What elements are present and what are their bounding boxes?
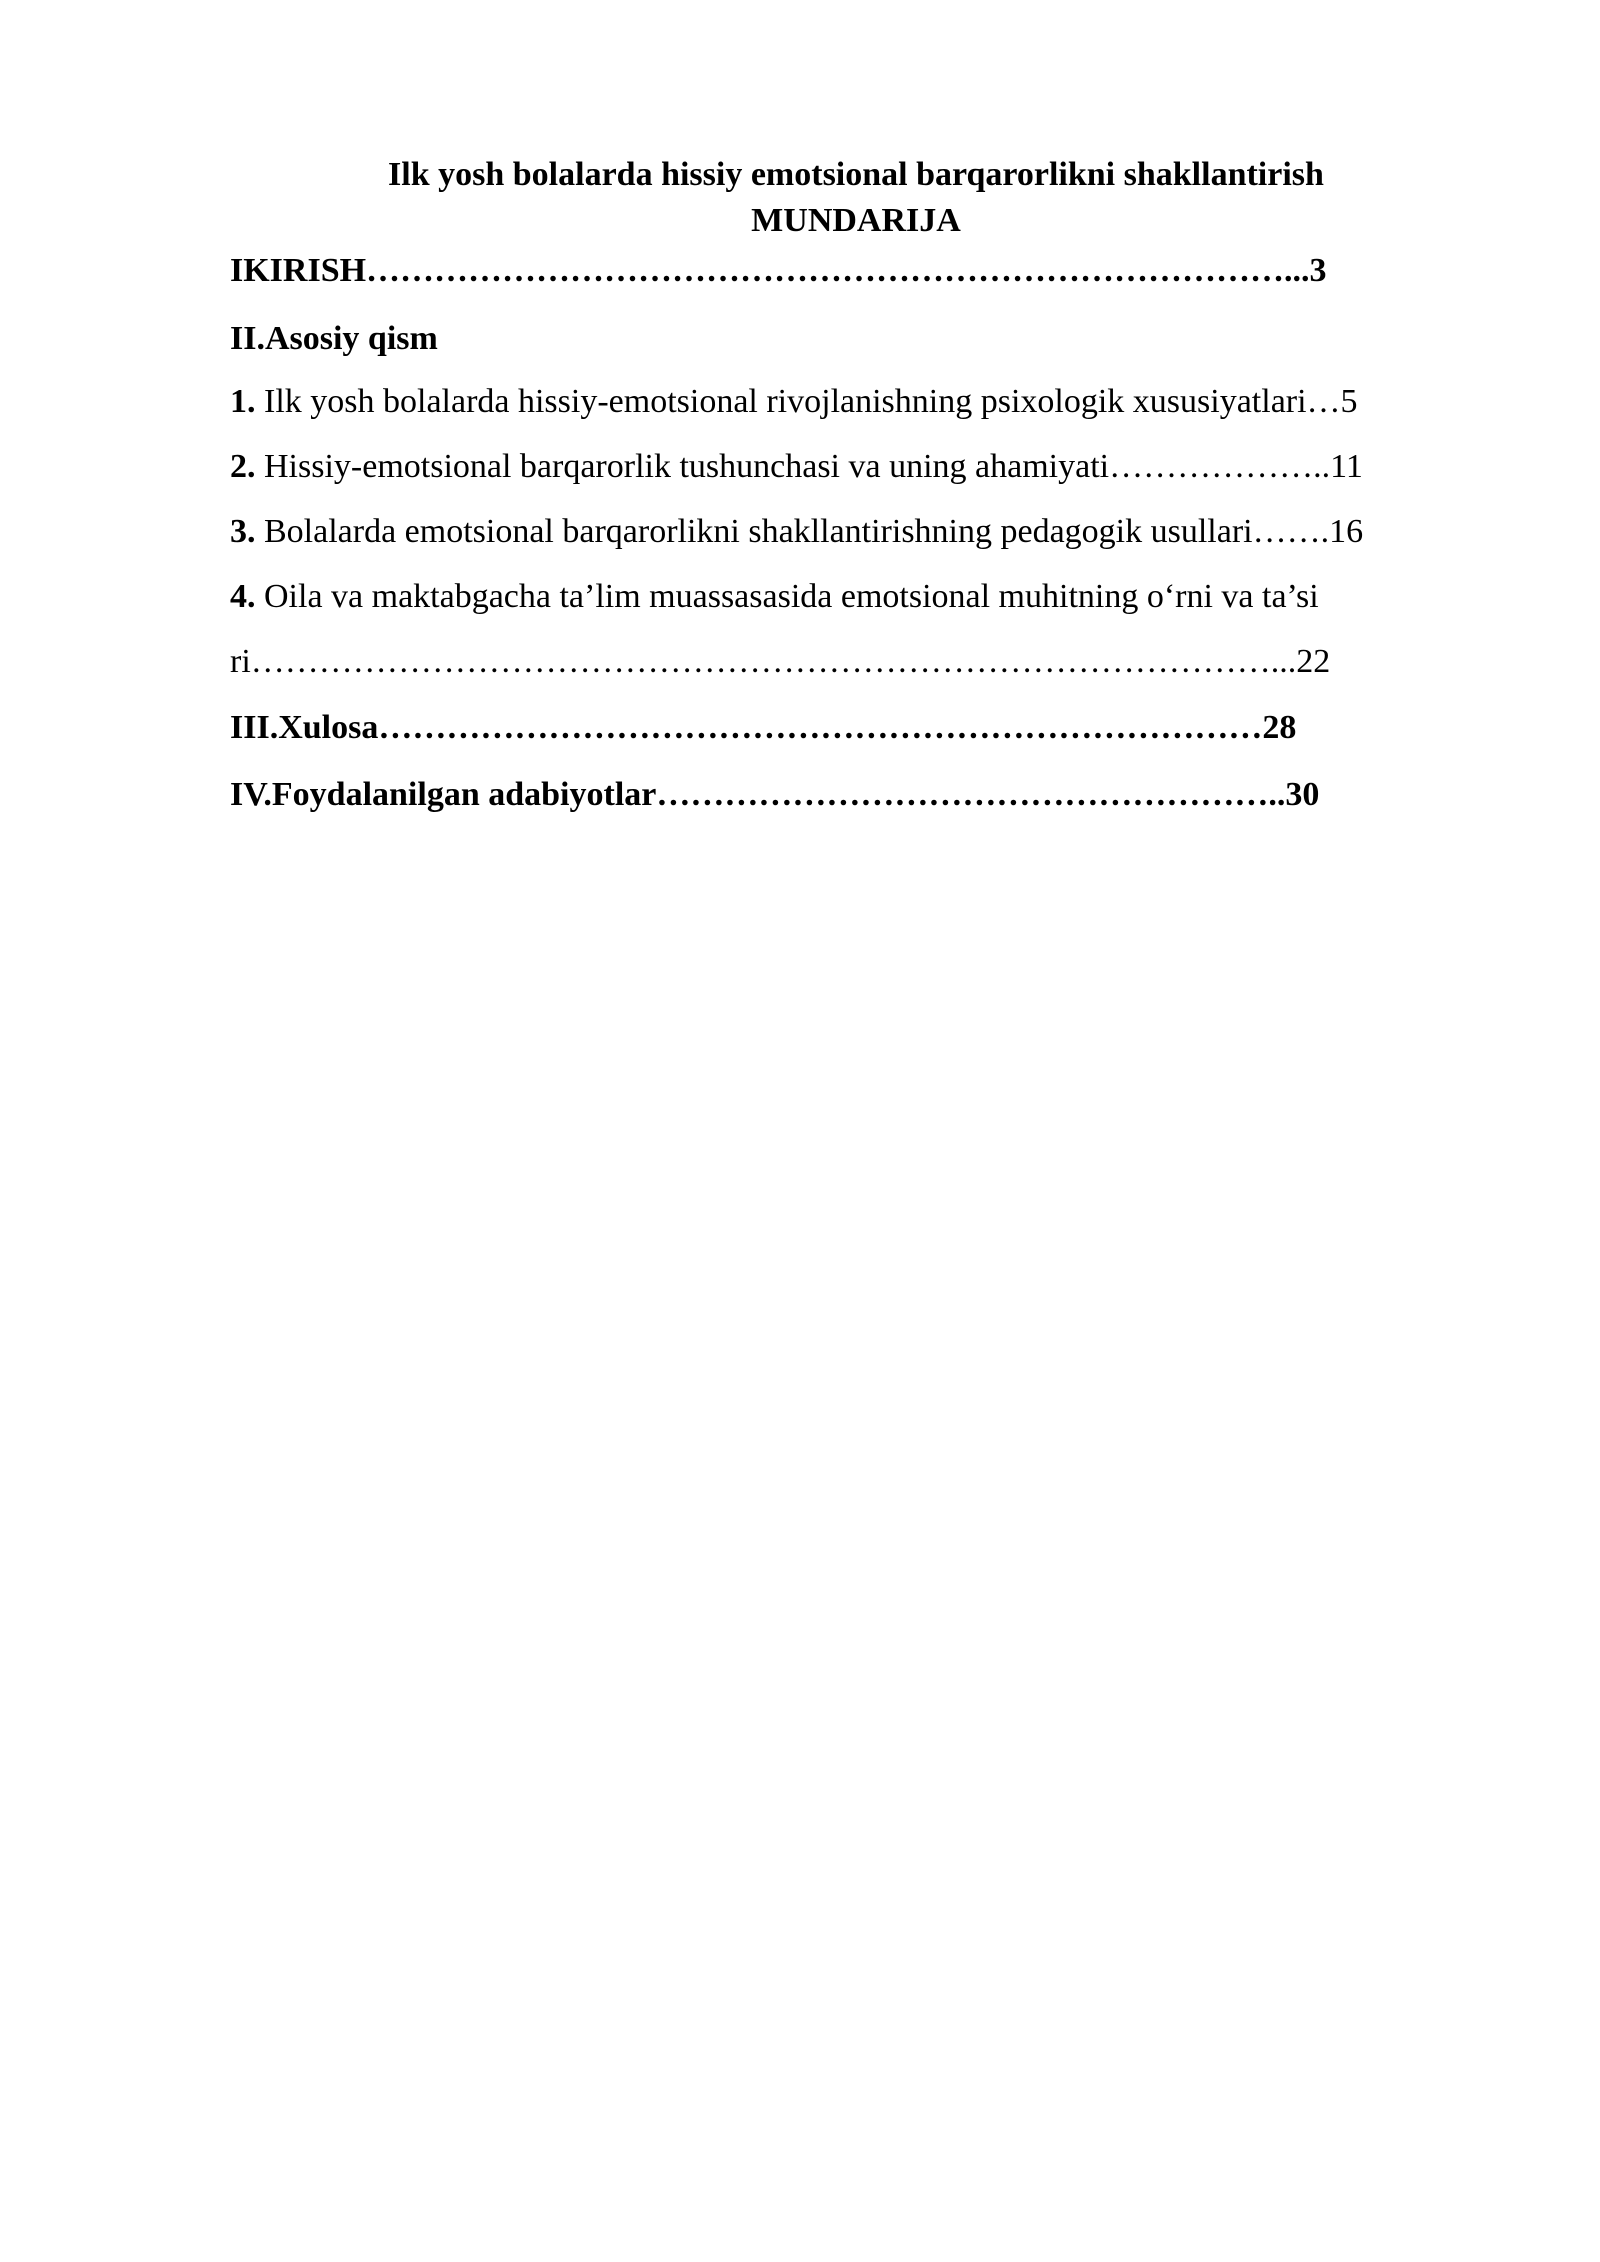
toc-entry-text: Hissiy-emotsional barqarorlik tushunchasi va uning ahamiyati………………..11 bbox=[255, 448, 1363, 485]
toc-entry-4-continued: ri………………………………………………………………………………...22 bbox=[230, 643, 1331, 680]
toc-entry-text: Ilk yosh bolalarda hissiy-emotsional rivojlanishning psixologik xususiyatlari…5 bbox=[255, 383, 1358, 420]
toc-entry-number: 4. bbox=[230, 578, 256, 615]
toc-entry-number: 2. bbox=[230, 448, 256, 485]
toc-entry-4 bbox=[230, 574, 1319, 620]
toc-entry-references: IV.Foydalanilgan adabiyotlar………………………………………………..30 bbox=[230, 776, 1320, 813]
toc-entry-1 bbox=[230, 379, 1358, 425]
toc-heading: MUNDARIJA bbox=[751, 202, 961, 239]
toc-section-heading: II.Asosiy qism bbox=[230, 320, 438, 357]
toc-entry-number: 1. bbox=[230, 383, 256, 420]
toc-entry-3 bbox=[230, 509, 1363, 555]
toc-entry-2 bbox=[230, 444, 1363, 490]
toc-entry-number: 3. bbox=[230, 513, 256, 550]
toc-entry-conclusion: III.Xulosa……………………………………………………………………28 bbox=[230, 709, 1297, 746]
toc-entry-text: Bolalarda emotsional barqarorlikni shakllantirishning pedagogik usullari…….16 bbox=[255, 513, 1364, 550]
toc-entry-intro: IKIRISH………………………………………………………………………...3 bbox=[230, 252, 1327, 289]
toc-entry-text: Oila va maktabgacha ta’lim muassasasida emotsional muhitning o‘rni va ta’si bbox=[255, 578, 1319, 615]
document-title: Ilk yosh bolalarda hissiy emotsional barqarorlikni shakllantirish bbox=[388, 156, 1324, 193]
